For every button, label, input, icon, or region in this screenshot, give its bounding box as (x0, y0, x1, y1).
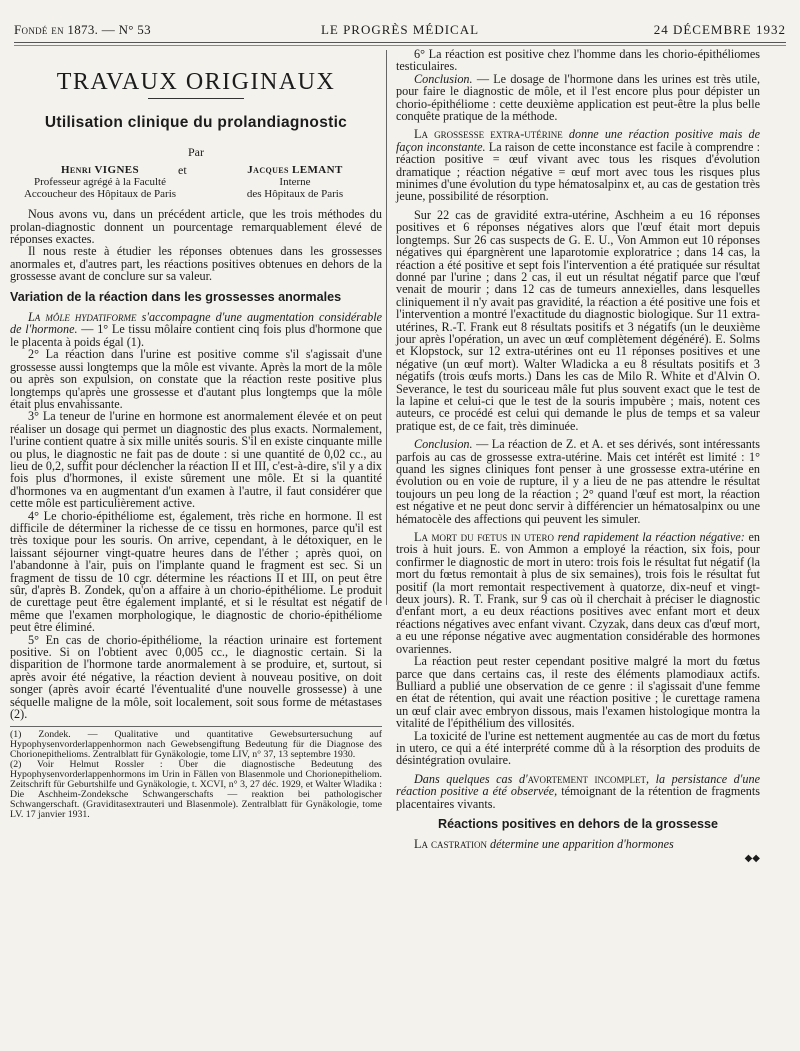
paragraph: La réaction peut rester cependant positive malgré la mort du fœtus parce que dans certains cas, il reste des éléments plamodiaux actifs. Bulliard a publié une observation de ce genre : il s'agissait d'une femme en état de rétention, qui avait une réaction positive ; le curettage ramena un œuf clair avec embryon dissous, mais l'examen histologique montra la vitalité de l'épithélium des villosités. (396, 654, 760, 731)
run-smallcaps: La grossesse extra-utérine (414, 127, 563, 142)
author-conjunction: et (178, 163, 187, 178)
right-column (396, 48, 760, 865)
run-italic: s'accompagne d'une augmentation considérable de l'hormone. (10, 310, 382, 337)
author-role: Accoucheur des Hôpitaux de Paris (23, 188, 177, 201)
run-smallcaps: avortement incomplet (527, 771, 646, 786)
run-smallcaps: La castration (414, 837, 487, 852)
run-italic: Conclusion. (414, 437, 473, 452)
run-italic: Dans quelques cas d' (414, 771, 528, 786)
run-italic: Conclusion. (414, 71, 473, 86)
column-divider (386, 50, 387, 605)
run-italic: détermine une apparition d'hormones (487, 837, 674, 852)
run-italic: donne une réaction positive mais de façon inconstante. (396, 127, 760, 154)
run-smallcaps: La mort du fœtus in utero (414, 530, 554, 545)
author-lemant (210, 164, 380, 200)
paragraph (396, 773, 760, 810)
run-text: — 1° Le tissu môlaire contient cinq fois plus d'hormone que le placenta à poids égal (1). (10, 322, 383, 349)
left-column (10, 48, 382, 820)
subheading: Variation de la réaction dans les grossesses anormales (10, 289, 342, 304)
author-role: Interne (279, 176, 311, 189)
paragraph: Nous avons vu, dans un précédent article, que les trois méthodes du prolan-diagnostic donnent un pourcentage remarquablement élevé de réponses exactes. (10, 207, 382, 247)
run-text: — Le dosage de l'hormone dans les urines est très utile, pour faire le diagnostic de môle, et il l'est encore plus pour dépister un chorio-épithéliome : cette deuxième application est peut-être la plus belle conquête pratique de la méthode. (396, 71, 760, 124)
paragraph: 5° En cas de chorio-épithéliome, la réaction urinaire est fortement positive. Si on l'obtient avec 0,005 cc., le diagnostic certain. Si la disparition de l'hormone tarde anormalement à se produire, et, surtout, si après avoir été négative, la réaction devient à nouveau positive, on doit songer (après avoir écarté l'éventualité d'une nouvelle grossesse) à une séquelle maligne de la môle, soit localement, soit sous forme de métastases (2). (10, 632, 382, 722)
continuation-mark: ◆◆ (744, 852, 760, 864)
paragraph: 2° La réaction dans l'urine est positive comme s'il s'agissait d'une grossesse aussi longtemps que la môle est vivante. Après la mort de la môle ou après son expulsion, on constate que la réaction reste positive plus longtemps qu'après une grossesse et d'autant plus longtemps que la môle était plus envahissante. (10, 347, 382, 411)
title-rule (148, 98, 244, 99)
journal-title: LE PROGRÈS MÉDICAL (320, 22, 480, 37)
author-role: des Hôpitaux de Paris (246, 188, 344, 201)
run-smallcaps: La môle hydatiforme (28, 310, 137, 325)
paragraph (396, 531, 760, 655)
section-title: TRAVAUX ORIGINAUX (56, 69, 336, 95)
page-header (14, 22, 786, 40)
author-name: Jacques LEMANT (247, 164, 343, 177)
author-name: Henri VIGNES (60, 164, 140, 177)
paragraph (396, 128, 760, 202)
issue-date: 24 DÉCEMBRE 1932 (653, 22, 786, 37)
footnotes (10, 726, 382, 820)
paragraph: 3° La teneur de l'urine en hormone est anormalement élevée et on peut réaliser un dosage qui permet un diagnostic des plus exacts. Normalement, l'urine contient quatre à six mille unités souris. S'il en existe cinquante mille ou plus, le diagnostic ne fait pas de doute : si une quantité de 0,02 cc., au lieu de 0,2, suffit pour déclencher la réaction II et III, c'est-à-dire, s'il y a dix fois plus d'hormones, il existe sûrement une môle. Et si la quantité d'hormones va en augmentant d'un examen à l'autre, il faut considérer que cette môle est particulièrement active. (10, 409, 383, 511)
author-role: Professeur agrégé à la Faculté (34, 176, 166, 189)
footnote: (2) Voir Helmut Rossler : Über die diagnostische Bedeutung des Hypophysenvorderlappenhormons im Urin in Fällen von Blasenmole und Chorionepitheliom. Zeitschrift für Geburtshilfe und Gynäkologie, t. XCVI, n° 3, 27 déc. 1929, et Walter Wladika : Die Aschheim-Zondeksche Schwangerschafts — reaktion bei pathologischer Schwangerschaft. (Graviditasextrauteri und Blasenmole). Zentralblatt für Gynäkologie, tome LV. 17 janvier 1931. (10, 759, 382, 821)
header-rule (14, 42, 786, 43)
paragraph (396, 438, 760, 525)
run-text: — La réaction de Z. et A. et ses dérivés, sont intéressants parfois au cas de grossesse extra-utérine. Mais cet intérêt est limité : 1° quand les signes cliniques font penser à une grossesse extra-utérine en évolution ou en voie de rupture, il y a lieu de ne pas attendre le résultat toujours un peu long de la réaction ; 2° quand l'œuf est mort, la réaction est négative et ne peut donc servir à différencier un hématosalpinx ou une hématocèle des affections qui peuvent les simuler. (396, 437, 760, 526)
authors-block (10, 164, 382, 208)
run-text: témoignant de la rétention de fragments placentaires vivants. (396, 784, 760, 811)
paragraph (10, 311, 382, 348)
run-italic: rend rapidement la réaction négative: (553, 530, 745, 545)
author-vignes (10, 164, 190, 200)
paragraph: Sur 22 cas de gravidité extra-utérine, Aschheim a eu 16 réponses positives et 6 réponses négatives alors que l'œuf était mort depuis longtemps. Sur 26 cas suspects de G. E. U., Von Ammon eut 10 réponses négatives qui épargnèrent une laparotomie exploratrice ; dans 14 cas, la réaction a été positive et sept fois l'intervention a été pratiquée sur résultat donné par l'urine ; dans 2 cas, il eut un résultat négatif parce que l'œuf venait de mourir ; dans 12 cas de tumeurs annexielles, dans lesquelles cliniquement il n'y avait pas gravidité, la réaction a été positive une fois et l'intervention a montré l'exactitude du diagnostic biologique. Sur 11 extra-utérines, R.-T. Frank eut 8 résultats positifs et 3 négatifs (un le deuxième jour après l'opération, un avec un œuf complètement dégénéré). E. Solms et Klopstock, sur 12 extra-utérines ont eu 11 réponses positives et une négative (un œuf mort). Walter Wladicka a eu 8 résultats positifs et 3 négatifs (trois œufs morts.) Dans les cas de Milo R. White et d'Alvin O. Severance, le test du souriceau mâle fut plus souvent exact que le test de la lapine et celui-ci que le test de la souris impubère ; mais, notent ces auteurs, ce procédé est celui qui demande le plus de temps et sa valeur pratique est, de ce fait, très diminuée. (396, 207, 760, 433)
paragraph: Il nous reste à étudier les réponses obtenues dans les grossesses anormales et, d'autres part, les réactions positives obtenues en dehors de la grossesse avant de conclure sur sa valeur. (10, 244, 382, 284)
header-rule-secondary (14, 45, 786, 46)
paragraph: 4° Le chorio-épithéliome est, également, très riche en hormone. Il est difficile de déterminer la richesse de ce tissu en hormones, parce qu'il est très toxique pour les souris. On arrive, cependant, à le détoxiquer, en le laissant séjourner vingt-quatre heures dans de l'éther ; après quoi, on l'abandonne à l'air, puis on l'implante quand le fragment est sec. Si un fragment de tissu de 10 cgr. détermine les réactions II et III, on peut être sûr, d'après B. Zondek, qu'on a affaire à un chorio-épithéliome. Le produit de curettage peut être également implanté, et si le résultat est négatif de même que l'examen morphologique, le diagnostic de chorio-épithéliome peut être éliminé. (10, 508, 382, 635)
paragraph: La toxicité de l'urine est nettement augmentée au cas de mort du fœtus in utero, ce qui a été interprété comme dû à la résorption des produits de désintégration ovulaire. (396, 728, 760, 768)
article-title: Utilisation clinique du prolandiagnostic (44, 114, 348, 132)
run-text: en trois à huit jours. E. von Ammon a employé la réaction, six fois, pour confirmer le diagnostic de mort in utero: trois fois le résultat fut négatif (la mort du fœtus remontait à plus de six semaines), trois fois le résultat fut positif (la mort remontait respectivement à quatorze, dix-neuf et vingt-deux jours). R. T. Frank, sur 9 cas où il cherchait à préciser le diagnostic d'enfant mort, a eu deux réactions positives avec enfant mort et deux réactions négatives avec enfant vivant. Czyzak, dans deux cas d'œuf mort, a eu une réponse négative avec augmentation considérable des hormones ovariennes. (396, 530, 760, 656)
paragraph (396, 73, 760, 123)
run-italic: , la persistance d'une réaction positive a été observée, (396, 771, 760, 799)
by-line: Par (188, 144, 204, 159)
subheading: Réactions positives en dehors de la grossesse (438, 816, 718, 831)
run-text: La raison de cette inconstance est facile à comprendre : réaction positive = œuf vivant avec tous les risques d'évolution dramatique ; réaction négative = œuf mort avec tous les risques plus minimes d'une évolution du type hématosalpinx et, au cas de gestation très jeune, possibilité de résorption. (396, 139, 761, 204)
footnote: (1) Zondek. — Qualitative und quantitative Gewebsurtersuchung auf Hypophysenvorderlappenhormon nach Gewebsengiftung Bedeutung für die Diagnose des Chorionepithelioms. Zentralblatt für Gynäkologie, tome LIV, n° 37, 13 septembre 1930. (10, 729, 382, 761)
paragraph: 6° La réaction est positive chez l'homme dans les chorio-épithéliomes testiculaires. (396, 47, 760, 74)
paragraph (396, 838, 760, 850)
header-founded: Fondé en 1873. — N° 53 (14, 22, 151, 37)
